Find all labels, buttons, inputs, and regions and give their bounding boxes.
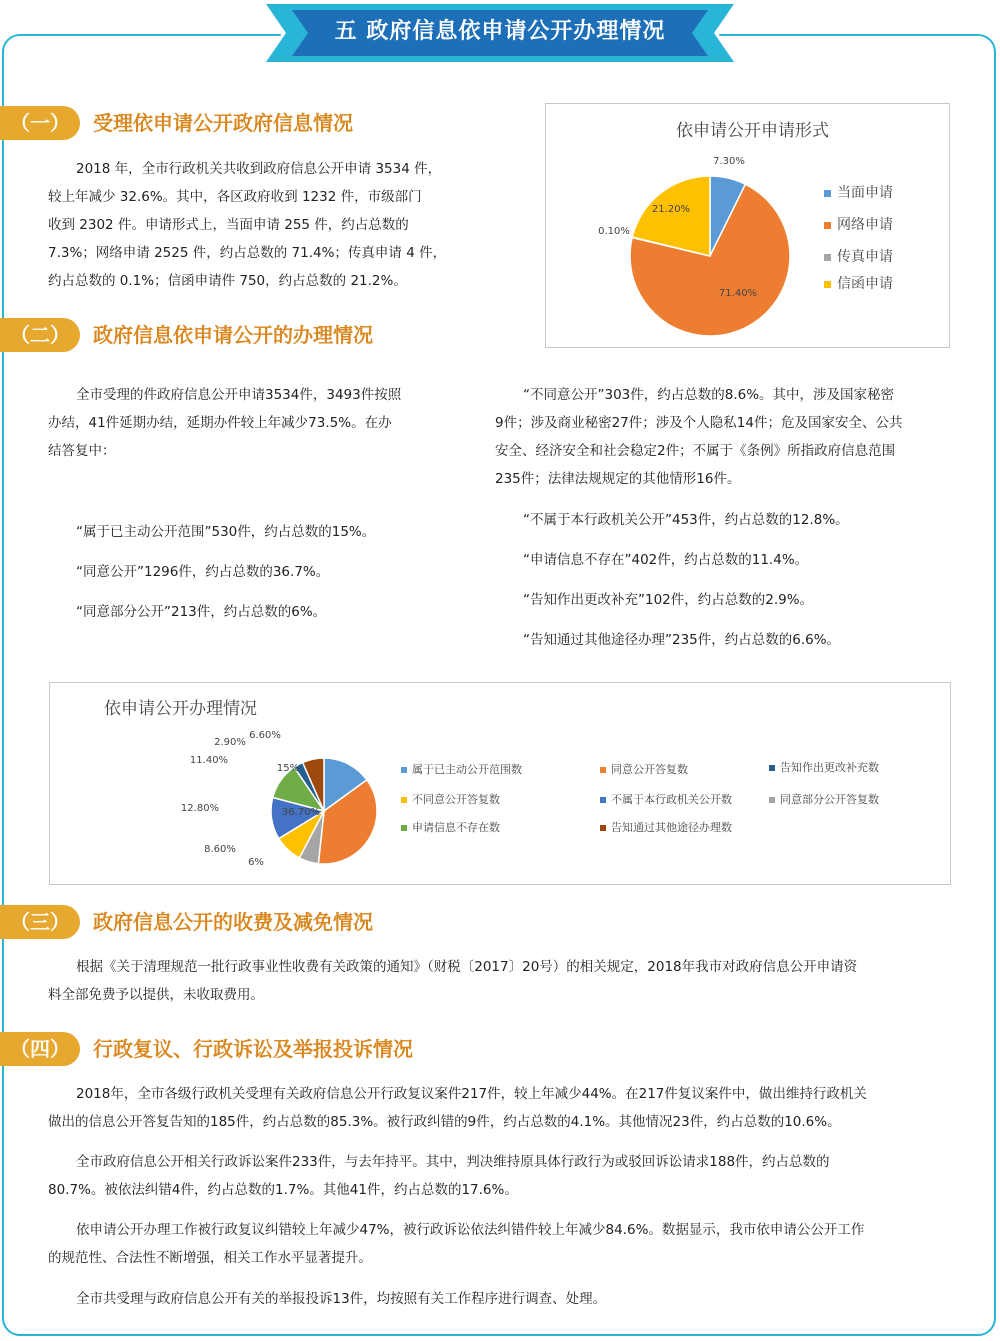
section-4-header — [0, 1032, 560, 1066]
chart-2-legend-item — [769, 791, 879, 807]
pie-data-label: 15% — [276, 763, 300, 774]
legend-label: 告知通过其他途径办理数 — [611, 821, 732, 834]
s2-right-item: “申请信息不存在”402件，约占总数的11.4%。 — [523, 552, 809, 568]
s3-line: 根据《关于清理规范一批行政事业性收费有关政策的通知》（财税〔2017〕20号）的相关规定，2018年我市对政府信息公开申请资 — [76, 959, 858, 975]
pie-data-label: 11.40% — [189, 755, 229, 766]
legend-swatch — [769, 765, 775, 771]
banner-title: 五 政府信息依申请公开办理情况 — [334, 19, 666, 44]
s2-right-line: 安全、经济安全和社会稳定2件；不属于《条例》所指政府信息范围 — [495, 443, 896, 459]
chart-2-legend-item — [401, 761, 522, 777]
section-3-title: 政府信息公开的收费及减免情况 — [93, 910, 373, 934]
chart-2-pie — [50, 683, 390, 886]
pie-data-label: 36.70% — [281, 807, 321, 818]
s4-line: 全市共受理与政府信息公开有关的举报投诉13件，均按照有关工作程序进行调查、处理。 — [76, 1291, 607, 1307]
pie-data-label: 6.60% — [249, 730, 281, 741]
s1-line: 约占总数的 0.1%；信函申请件 750，约占总数的 21.2%。 — [48, 273, 407, 289]
section-4-number: （四） — [0, 1032, 80, 1066]
legend-label: 信函申请 — [837, 276, 893, 292]
s2-right-item: “告知通过其他途径办理”235件，约占总数的6.6%。 — [523, 632, 841, 648]
section-2-number: （二） — [0, 318, 80, 352]
s4-line: 做出的信息公开答复告知的185件，约占总数的85.3%。被行政纠错的9件，约占总数的4.1%。其他情况23件，约占总数的10.6%。 — [48, 1114, 841, 1130]
pie-data-label: 71.40% — [718, 288, 758, 299]
pie-data-label: 7.30% — [713, 156, 745, 167]
legend-swatch — [600, 797, 606, 803]
chart-2-legend-item — [600, 819, 732, 835]
legend-label: 不属于本行政机关公开数 — [611, 793, 732, 806]
s2-left-line: 全市受理的件政府信息公开申请3534件，3493件按照 — [76, 387, 402, 403]
legend-swatch — [769, 797, 775, 803]
s4-line: 80.7%。被依法纠错4件，约占总数的1.7%。其他41件，约占总数的17.6%。 — [48, 1182, 518, 1198]
chart-1-legend-item — [824, 246, 893, 266]
section-2-header — [0, 318, 500, 352]
legend-label: 属于已主动公开范围数 — [412, 763, 522, 776]
legend-swatch — [824, 222, 831, 229]
chart-2-title: 依申请公开办理情况 — [104, 699, 257, 719]
pie-data-label: 2.90% — [214, 737, 246, 748]
s2-right-item: “不属于本行政机关公开”453件，约占总数的12.8%。 — [523, 512, 849, 528]
legend-swatch — [401, 797, 407, 803]
s1-line: 2018 年，全市行政机关共收到政府信息公开申请 3534 件， — [76, 161, 442, 177]
chart-2-legend-item — [401, 791, 500, 807]
chart-1-legend-item — [824, 182, 893, 202]
s2-left-item: “同意公开”1296件，约占总数的36.7%。 — [76, 564, 330, 580]
s1-line: 较上年减少 32.6%。其中，各区政府收到 1232 件，市级部门 — [48, 189, 422, 205]
legend-swatch — [600, 825, 606, 831]
section-2-title: 政府信息依申请公开的办理情况 — [93, 323, 373, 347]
section-1-header — [0, 106, 500, 140]
chart-apply-form — [545, 103, 950, 348]
chart-handling — [49, 682, 951, 885]
chart-2-legend-item — [600, 791, 732, 807]
pie-data-label: 8.60% — [204, 844, 236, 855]
s4-line: 2018年，全市各级行政机关受理有关政府信息公开行政复议案件217件，较上年减少44%。在217件复议案件中，做出维持行政机关 — [76, 1086, 867, 1102]
legend-label: 告知作出更改补充数 — [780, 761, 879, 774]
s1-line: 收到 2302 件。申请形式上，当面申请 255 件，约占总数的 — [48, 217, 409, 233]
s4-line: 全市政府信息公开相关行政诉讼案件233件，与去年持平。其中，判决维持原具体行政行为或驳回诉讼请求188件，约占总数的 — [76, 1154, 830, 1170]
section-3-header — [0, 905, 520, 939]
s2-left-line: 结答复中： — [48, 443, 116, 459]
legend-label: 同意部分公开答复数 — [780, 793, 879, 806]
legend-swatch — [600, 767, 606, 773]
legend-label: 同意公开答复数 — [611, 763, 688, 776]
legend-label: 网络申请 — [837, 217, 893, 233]
chart-1-legend-item — [824, 273, 893, 293]
legend-label: 不同意公开答复数 — [412, 793, 500, 806]
section-1-number: （一） — [0, 106, 80, 140]
s1-line: 7.3%；网络申请 2525 件，约占总数的 71.4%；传真申请 4 件， — [48, 245, 447, 261]
pie-data-label: 0.10% — [598, 226, 630, 237]
s2-left-line: 办结，41件延期办结，延期办件较上年减少73.5%。在办 — [48, 415, 392, 431]
s3-line: 料全部免费予以提供，未收取费用。 — [48, 987, 264, 1003]
section-4-title: 行政复议、行政诉讼及举报投诉情况 — [93, 1037, 413, 1061]
chart-2-legend-item — [401, 819, 500, 835]
s2-right-line: 9件；涉及商业秘密27件；涉及个人隐私14件；危及国家安全、公共 — [495, 415, 903, 431]
legend-label: 传真申请 — [837, 249, 893, 265]
s2-left-item: “同意部分公开”213件，约占总数的6%。 — [76, 604, 327, 620]
legend-swatch — [401, 767, 407, 773]
chart-2-legend-item — [769, 759, 879, 775]
s2-left-item: “属于已主动公开范围”530件，约占总数的15%。 — [76, 524, 376, 540]
legend-swatch — [824, 190, 831, 197]
chart-1-title: 依申请公开申请形式 — [676, 121, 829, 141]
chart-1-legend-item — [824, 214, 893, 234]
legend-swatch — [824, 254, 831, 261]
chart-2-legend-item — [600, 761, 688, 777]
s2-right-line: 235件；法律法规规定的其他情形16件。 — [495, 471, 741, 487]
pie-data-label: 21.20% — [651, 204, 691, 215]
section-3-number: （三） — [0, 905, 80, 939]
legend-swatch — [401, 825, 407, 831]
s4-line: 依申请公开办理工作被行政复议纠错较上年减少47%，被行政诉讼依法纠错件较上年减少84.6%。数据显示，我市依申请公公开工作 — [76, 1222, 865, 1238]
legend-swatch — [824, 281, 831, 288]
s2-right-line: “不同意公开”303件，约占总数的8.6%。其中，涉及国家秘密 — [523, 387, 895, 403]
s4-line: 的规范性、合法性不断增强，相关工作水平显著提升。 — [48, 1250, 372, 1266]
legend-label: 当面申请 — [837, 185, 893, 201]
section-1-title: 受理依申请公开政府信息情况 — [93, 111, 353, 135]
pie-data-label: 6% — [248, 857, 264, 868]
legend-label: 申请信息不存在数 — [412, 821, 500, 834]
s2-right-item: “告知作出更改补充”102件，约占总数的2.9%。 — [523, 592, 814, 608]
pie-data-label: 12.80% — [180, 803, 220, 814]
